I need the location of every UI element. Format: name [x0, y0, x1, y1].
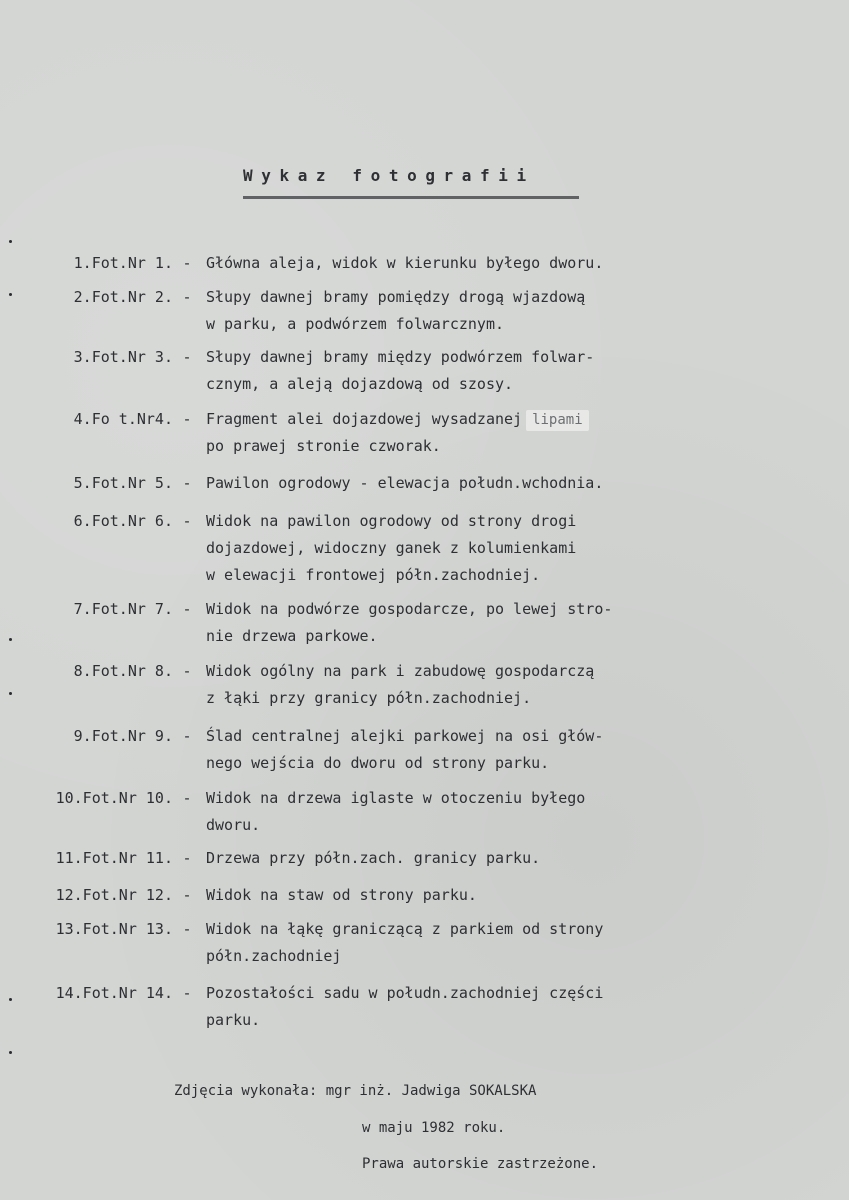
description-text: Widok na staw od strony parku.	[206, 886, 477, 904]
description-line	[206, 750, 603, 777]
description-line	[206, 916, 603, 943]
description-line	[206, 250, 603, 277]
entry-dash: -	[182, 410, 192, 428]
date-line: w maju 1982 roku.	[362, 1120, 506, 1136]
entry-dash: -	[182, 886, 192, 904]
photo-number: 12.Fot.Nr 12.	[55, 886, 173, 904]
photo-description	[206, 785, 585, 839]
photo-description	[206, 508, 576, 589]
photo-description	[206, 596, 612, 650]
entry-dash: -	[182, 849, 192, 867]
description-line	[206, 845, 540, 872]
punch-mark	[9, 998, 12, 1001]
description-text: w elewacji frontowej półn.zachodniej.	[206, 566, 541, 584]
photo-description	[206, 284, 585, 338]
description-text: parku.	[206, 1011, 261, 1029]
description-text: Słupy dawnej bramy pomiędzy drogą wjazdową	[206, 288, 586, 306]
description-text: w parku, a podwórzem folwarcznym.	[206, 315, 505, 333]
description-text: Słupy dawnej bramy między podwórzem folwar-	[206, 348, 595, 366]
document-title: Wykaz fotografii	[243, 166, 535, 185]
description-text: Drzewa przy półn.zach. granicy parku.	[206, 849, 541, 867]
description-text: cznym, a aleją dojazdową od szosy.	[206, 375, 514, 393]
photo-number: 3.Fot.Nr 3.	[73, 348, 173, 366]
photo-description	[206, 658, 594, 712]
description-text: z łąki przy granicy półn.zachodniej.	[206, 689, 532, 707]
description-line	[206, 371, 594, 398]
description-line	[206, 623, 612, 650]
highlighted-tag: lipami	[526, 410, 589, 431]
description-line	[206, 685, 594, 712]
description-text: Widok na drzewa iglaste w otoczeniu byłego	[206, 789, 586, 807]
photo-description	[206, 845, 540, 872]
description-text: Główna aleja, widok w kierunku byłego dworu.	[206, 254, 604, 272]
description-line	[206, 311, 585, 338]
description-line	[206, 406, 589, 433]
entry-dash: -	[182, 512, 192, 530]
title-underline	[243, 196, 579, 199]
description-text: nego wejścia do dworu od strony parku.	[206, 754, 550, 772]
description-line	[206, 535, 576, 562]
photo-description	[206, 344, 594, 398]
description-text: dojazdowej, widoczny ganek z kolumienkami	[206, 539, 577, 557]
copyright-line: Prawa autorskie zastrzeżone.	[362, 1156, 599, 1172]
entry-dash: -	[182, 288, 192, 306]
photo-description	[206, 406, 589, 460]
description-text: Fragment alei dojazdowej wysadzanej	[206, 410, 523, 428]
description-text: nie drzewa parkowe.	[206, 627, 378, 645]
description-text: Pawilon ogrodowy - elewacja połudn.wchodnia.	[206, 474, 604, 492]
description-line	[206, 812, 585, 839]
photo-number: 5.Fot.Nr 5.	[73, 474, 173, 492]
description-line	[206, 943, 603, 970]
description-text: Pozostałości sadu w połudn.zachodniej części	[206, 984, 604, 1002]
description-text: Widok na łąkę graniczącą z parkiem od strony	[206, 920, 604, 938]
photo-description	[206, 470, 603, 497]
description-text: Ślad centralnej alejki parkowej na osi głów-	[206, 727, 604, 745]
photo-number: 4.Fo t.Nr4.	[73, 410, 173, 428]
photo-number: 9.Fot.Nr 9.	[73, 727, 173, 745]
photo-number: 6.Fot.Nr 6.	[73, 512, 173, 530]
description-line	[206, 433, 589, 460]
entry-dash: -	[182, 789, 192, 807]
entry-dash: -	[182, 984, 192, 1002]
description-text: Widok na pawilon ogrodowy od strony drogi	[206, 512, 577, 530]
description-line	[206, 882, 477, 909]
description-line	[206, 596, 612, 623]
description-text: po prawej stronie czworak.	[206, 437, 441, 455]
photo-number: 2.Fot.Nr 2.	[73, 288, 173, 306]
description-line	[206, 562, 576, 589]
description-text: dworu.	[206, 816, 261, 834]
description-line	[206, 723, 603, 750]
description-text: Widok ogólny na park i zabudowę gospodarczą	[206, 662, 595, 680]
photo-number: 7.Fot.Nr 7.	[73, 600, 173, 618]
entry-dash: -	[182, 254, 192, 272]
photo-number: 8.Fot.Nr 8.	[73, 662, 173, 680]
photo-number: 14.Fot.Nr 14.	[55, 984, 173, 1002]
description-line	[206, 658, 594, 685]
description-line	[206, 508, 576, 535]
photo-description	[206, 723, 603, 777]
photo-number: 13.Fot.Nr 13.	[55, 920, 173, 938]
entry-dash: -	[182, 348, 192, 366]
entry-dash: -	[182, 662, 192, 680]
punch-mark	[9, 692, 12, 695]
author-line: Zdjęcia wykonała: mgr inż. Jadwiga SOKALSKA	[174, 1083, 537, 1099]
punch-mark	[9, 1051, 12, 1054]
description-line	[206, 980, 603, 1007]
entry-dash: -	[182, 920, 192, 938]
entry-dash: -	[182, 600, 192, 618]
photo-number: 1.Fot.Nr 1.	[73, 254, 173, 272]
photo-description	[206, 882, 477, 909]
punch-mark	[9, 240, 12, 243]
description-line	[206, 344, 594, 371]
entry-dash: -	[182, 474, 192, 492]
description-line	[206, 284, 585, 311]
photo-description	[206, 250, 603, 277]
punch-mark	[9, 293, 12, 296]
photo-description	[206, 980, 603, 1034]
description-text: półn.zachodniej	[206, 947, 342, 965]
entry-dash: -	[182, 727, 192, 745]
photo-number: 11.Fot.Nr 11.	[55, 849, 173, 867]
photo-description	[206, 916, 603, 970]
description-text: Widok na podwórze gospodarcze, po lewej stro-	[206, 600, 613, 618]
description-line	[206, 470, 603, 497]
photo-number: 10.Fot.Nr 10.	[55, 789, 173, 807]
punch-mark	[9, 638, 12, 641]
description-line	[206, 1007, 603, 1034]
description-line	[206, 785, 585, 812]
